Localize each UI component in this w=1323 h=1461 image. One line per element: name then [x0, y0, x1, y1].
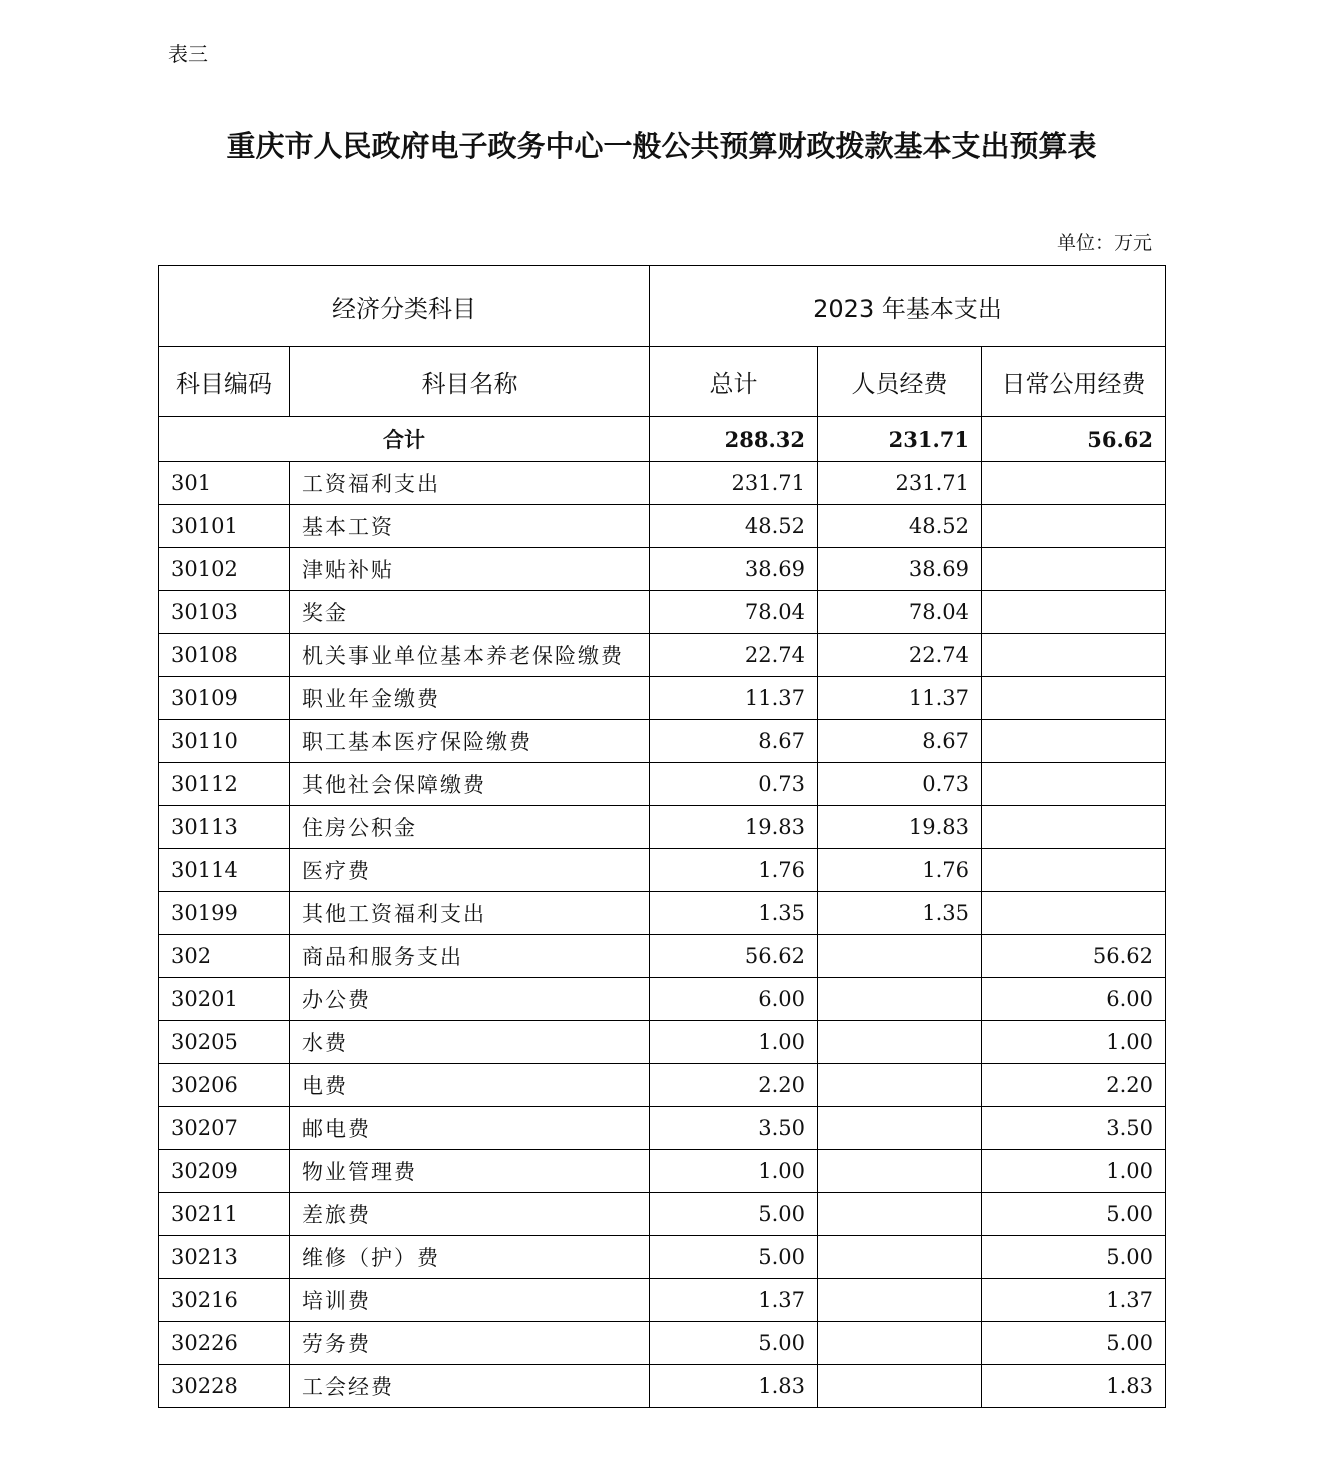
row-total: 6.00: [650, 978, 818, 1021]
row-public: [982, 720, 1166, 763]
row-total: 78.04: [650, 591, 818, 634]
row-personnel: 19.83: [818, 806, 982, 849]
row-code: 30201: [159, 978, 290, 1021]
row-public: 1.83: [982, 1365, 1166, 1408]
table-row: [159, 634, 1166, 677]
row-public: [982, 591, 1166, 634]
row-personnel: 11.37: [818, 677, 982, 720]
row-total: 5.00: [650, 1236, 818, 1279]
table-row: [159, 1150, 1166, 1193]
table-row: [159, 1064, 1166, 1107]
table-row: [159, 1021, 1166, 1064]
row-code: 30205: [159, 1021, 290, 1064]
row-code: 301: [159, 462, 290, 505]
total-personnel: 231.71: [818, 417, 982, 462]
row-personnel: [818, 1021, 982, 1064]
row-code: 30216: [159, 1279, 290, 1322]
row-code: 30207: [159, 1107, 290, 1150]
total-public: 56.62: [982, 417, 1166, 462]
row-public: 6.00: [982, 978, 1166, 1021]
row-code: 30199: [159, 892, 290, 935]
row-public: 1.00: [982, 1021, 1166, 1064]
row-personnel: 22.74: [818, 634, 982, 677]
table-row: [159, 978, 1166, 1021]
row-public: [982, 505, 1166, 548]
row-code: 30103: [159, 591, 290, 634]
row-name: 邮电费: [290, 1107, 650, 1150]
row-public: 1.00: [982, 1150, 1166, 1193]
document-label: 表三: [168, 42, 208, 66]
budget-table: [158, 265, 1166, 1408]
row-public: [982, 548, 1166, 591]
table-row: [159, 1279, 1166, 1322]
row-total: 38.69: [650, 548, 818, 591]
row-total: 5.00: [650, 1193, 818, 1236]
row-personnel: [818, 1107, 982, 1150]
row-total: 8.67: [650, 720, 818, 763]
row-personnel: 1.35: [818, 892, 982, 935]
row-code: 30112: [159, 763, 290, 806]
row-public: [982, 806, 1166, 849]
row-name: 医疗费: [290, 849, 650, 892]
row-personnel: 0.73: [818, 763, 982, 806]
row-code: 30109: [159, 677, 290, 720]
row-code: 30108: [159, 634, 290, 677]
row-code: 30213: [159, 1236, 290, 1279]
row-name: 其他工资福利支出: [290, 892, 650, 935]
row-name: 劳务费: [290, 1322, 650, 1365]
row-name: 工会经费: [290, 1365, 650, 1408]
row-public: 5.00: [982, 1193, 1166, 1236]
page-title: 重庆市人民政府电子政务中心一般公共预算财政拨款基本支出预算表: [226, 129, 1097, 163]
row-name: 职业年金缴费: [290, 677, 650, 720]
row-personnel: [818, 1279, 982, 1322]
row-total: 1.35: [650, 892, 818, 935]
row-name: 商品和服务支出: [290, 935, 650, 978]
table-row: [159, 462, 1166, 505]
row-public: [982, 677, 1166, 720]
row-personnel: [818, 935, 982, 978]
row-personnel: 231.71: [818, 462, 982, 505]
row-name: 津贴补贴: [290, 548, 650, 591]
header-name: 科目名称: [290, 347, 650, 417]
row-code: 30113: [159, 806, 290, 849]
row-name: 电费: [290, 1064, 650, 1107]
row-total: 1.76: [650, 849, 818, 892]
table-row: [159, 1193, 1166, 1236]
row-total: 56.62: [650, 935, 818, 978]
row-name: 机关事业单位基本养老保险缴费: [290, 634, 650, 677]
row-public: [982, 892, 1166, 935]
row-code: 30211: [159, 1193, 290, 1236]
header-public: 日常公用经费: [982, 347, 1166, 417]
row-total: 1.00: [650, 1021, 818, 1064]
row-personnel: [818, 978, 982, 1021]
row-public: [982, 849, 1166, 892]
header-column-row: [159, 347, 1166, 417]
row-name: 奖金: [290, 591, 650, 634]
row-personnel: [818, 1064, 982, 1107]
row-public: [982, 634, 1166, 677]
table-row: [159, 677, 1166, 720]
row-code: 30206: [159, 1064, 290, 1107]
row-total: 1.37: [650, 1279, 818, 1322]
table-row: [159, 591, 1166, 634]
row-total: 0.73: [650, 763, 818, 806]
table-row: [159, 935, 1166, 978]
row-personnel: 38.69: [818, 548, 982, 591]
total-total: 288.32: [650, 417, 818, 462]
row-personnel: 1.76: [818, 849, 982, 892]
row-total: 19.83: [650, 806, 818, 849]
table-row: [159, 763, 1166, 806]
row-personnel: 78.04: [818, 591, 982, 634]
row-name: 物业管理费: [290, 1150, 650, 1193]
row-public: 56.62: [982, 935, 1166, 978]
row-personnel: [818, 1193, 982, 1236]
row-name: 其他社会保障缴费: [290, 763, 650, 806]
row-public: 1.37: [982, 1279, 1166, 1322]
row-total: 11.37: [650, 677, 818, 720]
row-name: 工资福利支出: [290, 462, 650, 505]
row-name: 差旅费: [290, 1193, 650, 1236]
header-group-basic-expenditure: 2023 年基本支出: [650, 266, 1166, 347]
row-personnel: [818, 1365, 982, 1408]
header-group-economic-class: 经济分类科目: [159, 266, 650, 347]
row-personnel: [818, 1236, 982, 1279]
row-personnel: [818, 1322, 982, 1365]
row-total: 1.00: [650, 1150, 818, 1193]
row-personnel: [818, 1150, 982, 1193]
row-total: 1.83: [650, 1365, 818, 1408]
row-name: 住房公积金: [290, 806, 650, 849]
table-row: [159, 1322, 1166, 1365]
row-total: 22.74: [650, 634, 818, 677]
row-name: 培训费: [290, 1279, 650, 1322]
unit-label: 单位：万元: [1056, 232, 1152, 254]
row-name: 水费: [290, 1021, 650, 1064]
total-label: 合计: [159, 417, 650, 462]
row-personnel: 8.67: [818, 720, 982, 763]
row-code: 30102: [159, 548, 290, 591]
table-row: [159, 892, 1166, 935]
row-public: 5.00: [982, 1322, 1166, 1365]
table-row: [159, 505, 1166, 548]
table-row: [159, 548, 1166, 591]
row-code: 30228: [159, 1365, 290, 1408]
table-row: [159, 806, 1166, 849]
header-total: 总计: [650, 347, 818, 417]
row-public: 3.50: [982, 1107, 1166, 1150]
table-row: [159, 720, 1166, 763]
row-personnel: 48.52: [818, 505, 982, 548]
row-code: 30209: [159, 1150, 290, 1193]
row-code: 30101: [159, 505, 290, 548]
row-code: 30226: [159, 1322, 290, 1365]
header-code: 科目编码: [159, 347, 290, 417]
row-name: 维修（护）费: [290, 1236, 650, 1279]
row-total: 5.00: [650, 1322, 818, 1365]
row-public: 5.00: [982, 1236, 1166, 1279]
row-name: 基本工资: [290, 505, 650, 548]
row-total: 48.52: [650, 505, 818, 548]
row-code: 302: [159, 935, 290, 978]
table-row: [159, 849, 1166, 892]
row-code: 30114: [159, 849, 290, 892]
row-name: 职工基本医疗保险缴费: [290, 720, 650, 763]
total-row: [159, 417, 1166, 462]
row-code: 30110: [159, 720, 290, 763]
row-total: 3.50: [650, 1107, 818, 1150]
row-total: 2.20: [650, 1064, 818, 1107]
row-public: 2.20: [982, 1064, 1166, 1107]
table-row: [159, 1365, 1166, 1408]
table-row: [159, 1236, 1166, 1279]
header-group-row: [159, 266, 1166, 347]
row-public: [982, 763, 1166, 806]
table-row: [159, 1107, 1166, 1150]
row-public: [982, 462, 1166, 505]
row-name: 办公费: [290, 978, 650, 1021]
header-personnel: 人员经费: [818, 347, 982, 417]
row-total: 231.71: [650, 462, 818, 505]
